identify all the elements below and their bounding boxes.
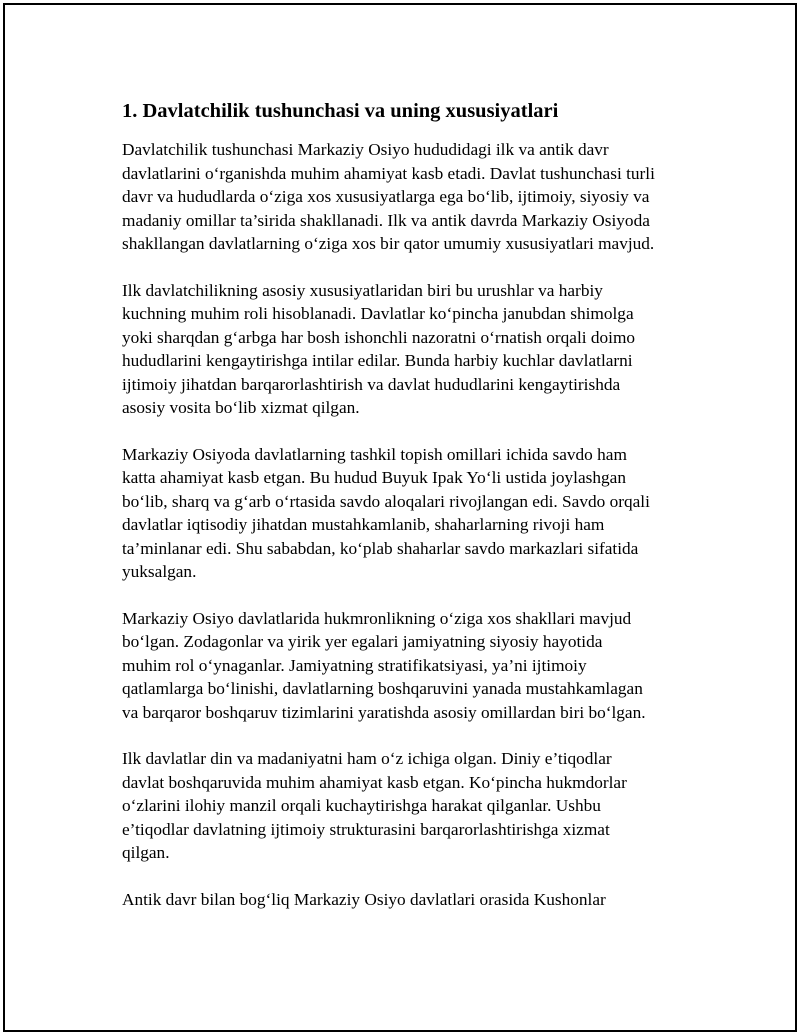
text-line: asosiy vosita bo‘lib xizmat qilgan. (122, 398, 360, 417)
text-line: e’tiqodlar davlatning ijtimoiy strukturasini barqarorlashtirishga xizmat (122, 819, 610, 839)
text-line: va barqaror boshqaruv tizimlarini yaratishda asosiy omillardan biri bo‘lgan. (122, 702, 646, 722)
text-line: davr va hududlarda o‘ziga xos xususiyatlarga ega bo‘lib, ijtimoiy, siyosiy va (122, 187, 650, 206)
document-body (122, 98, 702, 934)
text-line: ta’minlanar edi. Shu sababdan, ko‘plab shaharlar savdo markazlari sifatida (122, 538, 639, 558)
text-line: hududlarini kengaytirishga intilar edilar. Bunda harbiy kuchlar davlatlarni (122, 351, 633, 370)
text-line: bo‘lgan. Zodagonlar va yirik yer egalari jamiyatning siyosiy hayotida (122, 632, 603, 651)
text-line: madaniy omillar ta’sirida shakllanadi. Ilk va antik davrda Markaziy Osiyoda (122, 210, 650, 230)
text-line: Markaziy Osiyo davlatlarida hukmronlikning o‘ziga xos shakllari mavjud (122, 608, 632, 628)
paragraph (122, 279, 702, 420)
paragraph (122, 443, 702, 584)
text-line: davlatlarini o‘rganishda muhim ahamiyat kasb etadi. Davlat tushunchasi turli (122, 163, 655, 183)
paragraph (122, 138, 702, 256)
text-line: yuksalgan. (122, 562, 197, 581)
text-line: bo‘lib, sharq va g‘arb o‘rtasida savdo aloqalari rivojlangan edi. Savdo orqali (122, 491, 650, 511)
text-line: kuchning muhim roli hisoblanadi. Davlatlar ko‘pincha janubdan shimolga (122, 304, 634, 323)
section-heading: 1. Davlatchilik tushunchasi va uning xususiyatlari (122, 100, 559, 122)
text-line: Markaziy Osiyoda davlatlarning tashkil topish omillari ichida savdo ham (122, 444, 627, 464)
paragraph (122, 888, 702, 912)
text-line: Ilk davlatlar din va madaniyatni ham o‘z ichiga olgan. Diniy e’tiqodlar (122, 749, 612, 768)
text-line: o‘zlarini ilohiy manzil orqali kuchaytirishga harakat qilganlar. Ushbu (122, 796, 601, 815)
text-line: qilgan. (122, 843, 170, 862)
document-page (3, 3, 797, 1032)
text-line: davlatlar iqtisodiy jihatdan mustahkamlanib, shaharlarning rivoji ham (122, 515, 605, 534)
text-line: muhim rol o‘ynaganlar. Jamiyatning stratifikatsiyasi, ya’ni ijtimoiy (122, 655, 587, 675)
text-line: Ilk davlatchilikning asosiy xususiyatlaridan biri bu urushlar va harbiy (122, 280, 603, 300)
text-line: ijtimoiy jihatdan barqarorlashtirish va davlat hududlarini kengaytirishda (122, 374, 621, 394)
text-line: katta ahamiyat kasb etgan. Bu hudud Buyuk Ipak Yo‘li ustida joylashgan (122, 468, 626, 487)
text-line: Antik davr bilan bog‘liq Markaziy Osiyo davlatlari orasida Kushonlar (122, 889, 606, 909)
text-line: shakllangan davlatlarning o‘ziga xos bir qator umumiy xususiyatlari mavjud. (122, 234, 655, 253)
paragraph (122, 607, 702, 725)
text-line: qatlamlarga bo‘linishi, davlatlarning boshqaruvini yanada mustahkamlagan (122, 679, 643, 698)
text-line: Davlatchilik tushunchasi Markaziy Osiyo hududidagi ilk va antik davr (122, 140, 609, 159)
text-line: davlat boshqaruvida muhim ahamiyat kasb etgan. Ko‘pincha hukmdorlar (122, 772, 627, 792)
text-line: yoki sharqdan g‘arbga har bosh ishonchli nazoratni o‘rnatish orqali doimo (122, 327, 636, 347)
paragraph (122, 747, 702, 865)
